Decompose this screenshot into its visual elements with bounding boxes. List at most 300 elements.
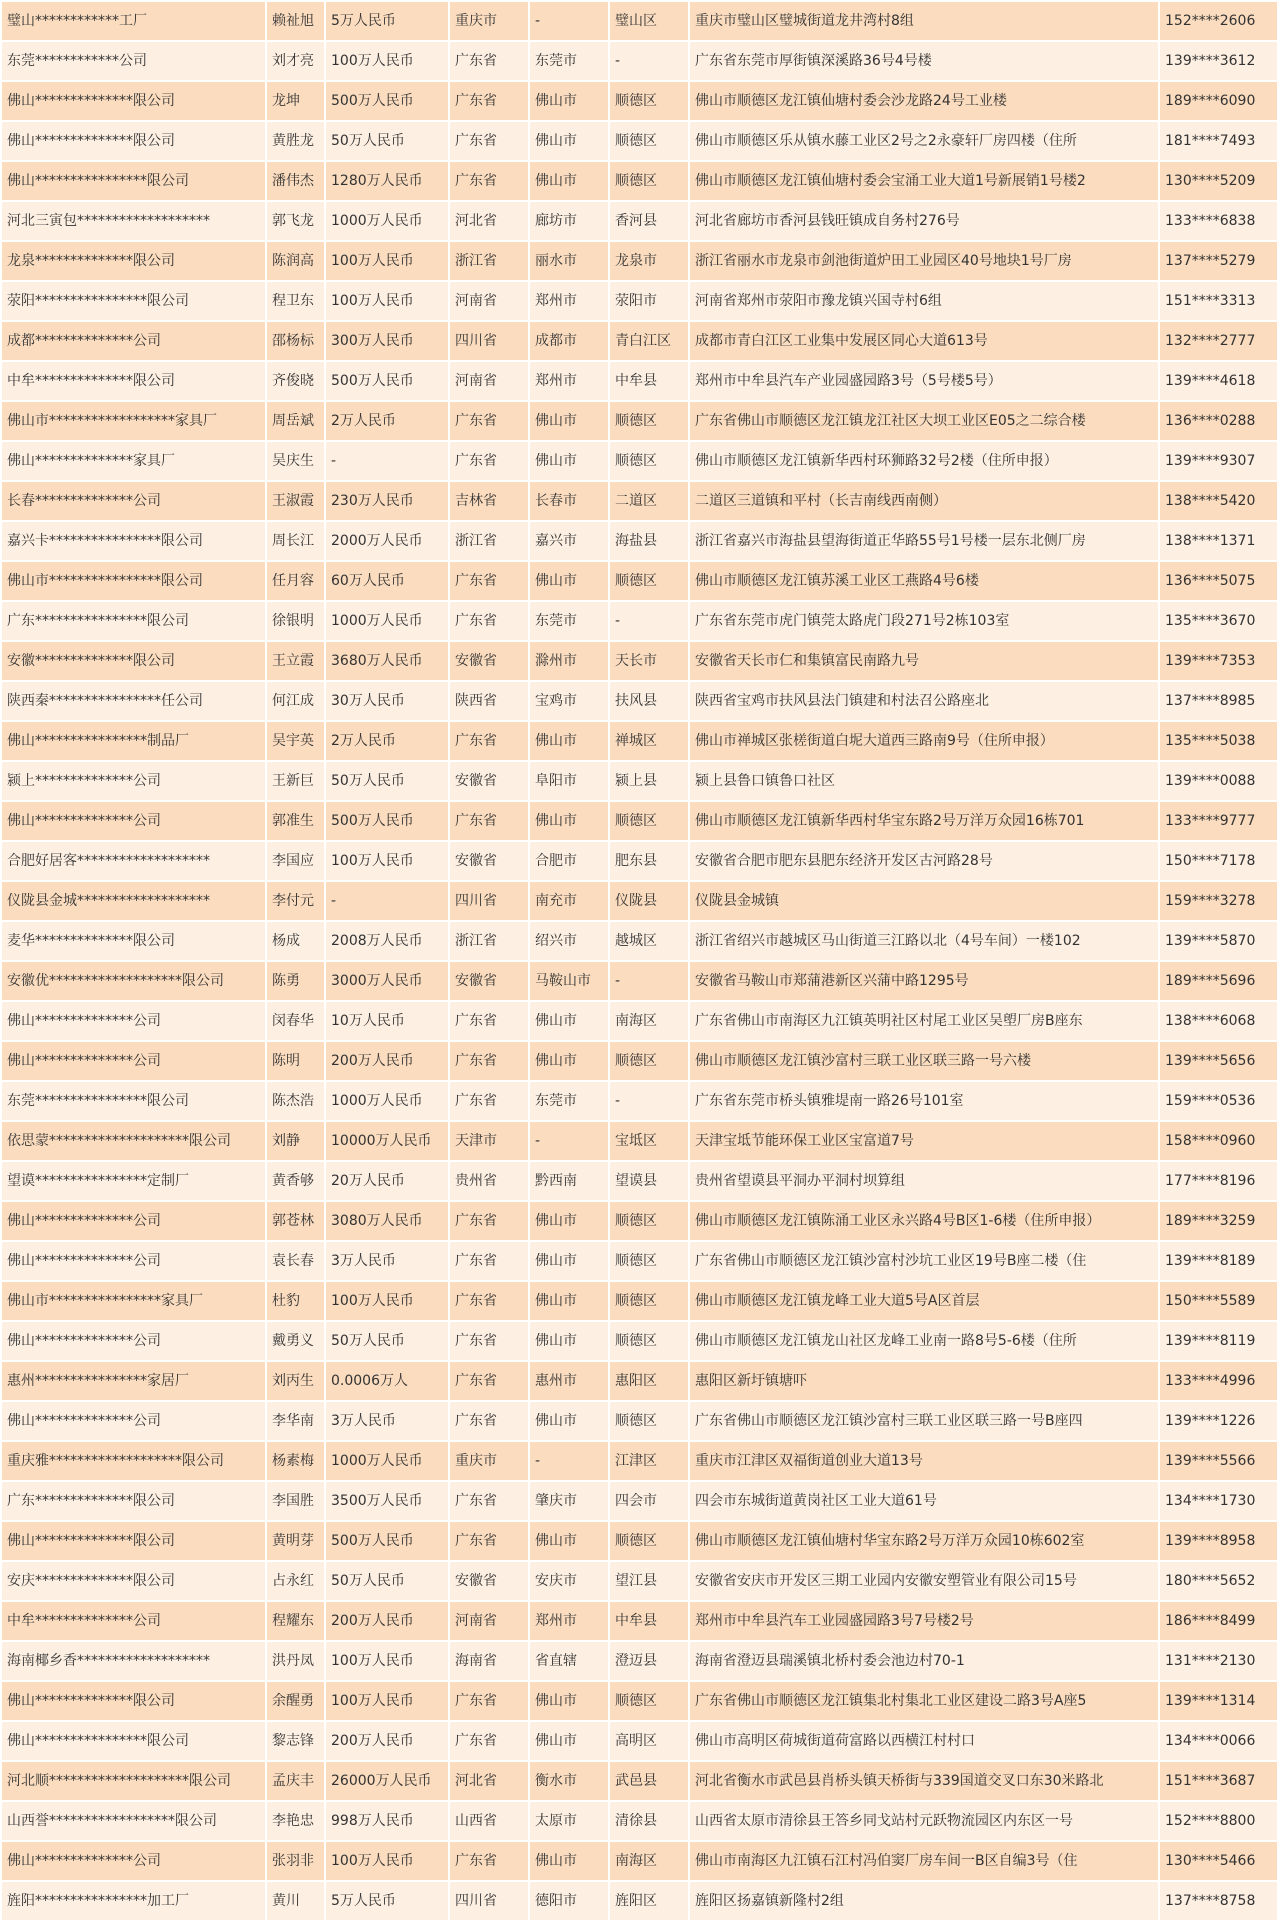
address-cell: 佛山市顺德区龙江镇新华西村华宝东路2号万洋万众园16栋701 xyxy=(689,801,1159,841)
phone-cell: 137****8758 xyxy=(1159,1881,1278,1921)
legal-rep-cell: 李国胜 xyxy=(266,1481,325,1521)
district-cell: 江津区 xyxy=(609,1441,689,1481)
city-cell: 佛山市 xyxy=(529,1321,609,1361)
province-cell: 四川省 xyxy=(449,881,529,921)
phone-cell: 181****7493 xyxy=(1159,121,1278,161)
phone-cell: 189****3259 xyxy=(1159,1201,1278,1241)
registered-capital-cell: 1000万人民币 xyxy=(325,1441,449,1481)
table-row xyxy=(2,1401,1278,1441)
province-cell: 广东省 xyxy=(449,121,529,161)
legal-rep-cell: 李国应 xyxy=(266,841,325,881)
address-cell: 浙江省嘉兴市海盐县望海街道正华路55号1号楼一层东北侧厂房 xyxy=(689,521,1159,561)
registered-capital-cell: 500万人民币 xyxy=(325,81,449,121)
company-name-cell: 安徽**************限公司 xyxy=(2,641,266,681)
province-cell: 广东省 xyxy=(449,601,529,641)
legal-rep-cell: 赖祉旭 xyxy=(266,2,325,41)
phone-cell: 139****8189 xyxy=(1159,1241,1278,1281)
address-cell: 河北省廊坊市香河县钱旺镇成自务村276号 xyxy=(689,201,1159,241)
registered-capital-cell: 50万人民币 xyxy=(325,761,449,801)
table-row xyxy=(2,481,1278,521)
legal-rep-cell: 李付元 xyxy=(266,881,325,921)
registered-capital-cell: 500万人民币 xyxy=(325,361,449,401)
table-row xyxy=(2,241,1278,281)
address-cell: 成都市青白江区工业集中发展区同心大道613号 xyxy=(689,321,1159,361)
table-row xyxy=(2,1281,1278,1321)
address-cell: 佛山市顺德区龙江镇仙塘村华宝东路2号万洋万众园10栋602室 xyxy=(689,1521,1159,1561)
address-cell: 广东省佛山市顺德区龙江镇沙富村三联工业区联三路一号B座四 xyxy=(689,1401,1159,1441)
city-cell: 佛山市 xyxy=(529,1281,609,1321)
phone-cell: 139****0088 xyxy=(1159,761,1278,801)
city-cell: 南充市 xyxy=(529,881,609,921)
address-cell: 郑州市中牟县汽车产业园盛园路3号（5号楼5号） xyxy=(689,361,1159,401)
phone-cell: 186****8499 xyxy=(1159,1601,1278,1641)
address-cell: 佛山市顺德区龙江镇龙峰工业大道5号A区首层 xyxy=(689,1281,1159,1321)
address-cell: 佛山市顺德区龙江镇陈涌工业区永兴路4号B区1-6楼（住所申报） xyxy=(689,1201,1159,1241)
address-cell: 惠阳区新圩镇塘吓 xyxy=(689,1361,1159,1401)
address-cell: 广东省佛山市顺德区龙江镇集北村集北工业区建设二路3号A座5 xyxy=(689,1681,1159,1721)
district-cell: 南海区 xyxy=(609,1001,689,1041)
phone-cell: 151****3313 xyxy=(1159,281,1278,321)
phone-cell: 139****5870 xyxy=(1159,921,1278,961)
table-row xyxy=(2,601,1278,641)
registered-capital-cell: 500万人民币 xyxy=(325,1521,449,1561)
table-row xyxy=(2,721,1278,761)
district-cell: 澄迈县 xyxy=(609,1641,689,1681)
phone-cell: 130****5209 xyxy=(1159,161,1278,201)
province-cell: 浙江省 xyxy=(449,921,529,961)
city-cell: 绍兴市 xyxy=(529,921,609,961)
phone-cell: 139****4618 xyxy=(1159,361,1278,401)
phone-cell: 136****0288 xyxy=(1159,401,1278,441)
legal-rep-cell: 闵春华 xyxy=(266,1001,325,1041)
province-cell: 广东省 xyxy=(449,1041,529,1081)
legal-rep-cell: 刘丙生 xyxy=(266,1361,325,1401)
registered-capital-cell: 1280万人民币 xyxy=(325,161,449,201)
table-row xyxy=(2,121,1278,161)
address-cell: 佛山市禅城区张槎街道白坭大道西三路南9号（住所申报） xyxy=(689,721,1159,761)
city-cell: 安庆市 xyxy=(529,1561,609,1601)
address-cell: 旌阳区扬嘉镇新隆村2组 xyxy=(689,1881,1159,1921)
district-cell: 肥东县 xyxy=(609,841,689,881)
company-name-cell: 佛山****************制品厂 xyxy=(2,721,266,761)
phone-cell: 133****6838 xyxy=(1159,201,1278,241)
registered-capital-cell: 100万人民币 xyxy=(325,1281,449,1321)
city-cell: 衡水市 xyxy=(529,1761,609,1801)
address-cell: 广东省东莞市厚街镇深溪路36号4号楼 xyxy=(689,41,1159,81)
phone-cell: 131****2130 xyxy=(1159,1641,1278,1681)
province-cell: 广东省 xyxy=(449,401,529,441)
company-name-cell: 佛山市******************家具厂 xyxy=(2,401,266,441)
city-cell: 佛山市 xyxy=(529,121,609,161)
legal-rep-cell: 洪丹凤 xyxy=(266,1641,325,1681)
district-cell: 禅城区 xyxy=(609,721,689,761)
legal-rep-cell: 郭飞龙 xyxy=(266,201,325,241)
registered-capital-cell: 200万人民币 xyxy=(325,1041,449,1081)
phone-cell: 159****3278 xyxy=(1159,881,1278,921)
district-cell: 仪陇县 xyxy=(609,881,689,921)
province-cell: 广东省 xyxy=(449,801,529,841)
table-row xyxy=(2,1641,1278,1681)
phone-cell: 130****5466 xyxy=(1159,1841,1278,1881)
legal-rep-cell: 孟庆丰 xyxy=(266,1761,325,1801)
table-row xyxy=(2,1481,1278,1521)
company-name-cell: 龙泉**************限公司 xyxy=(2,241,266,281)
company-name-cell: 佛山**************公司 xyxy=(2,801,266,841)
phone-cell: 138****6068 xyxy=(1159,1001,1278,1041)
phone-cell: 139****1226 xyxy=(1159,1401,1278,1441)
phone-cell: 150****7178 xyxy=(1159,841,1278,881)
province-cell: 广东省 xyxy=(449,1241,529,1281)
table-row xyxy=(2,1161,1278,1201)
district-cell: 中牟县 xyxy=(609,361,689,401)
table-row xyxy=(2,321,1278,361)
province-cell: 重庆市 xyxy=(449,1441,529,1481)
registered-capital-cell: 100万人民币 xyxy=(325,1841,449,1881)
registered-capital-cell: 2008万人民币 xyxy=(325,921,449,961)
legal-rep-cell: 袁长春 xyxy=(266,1241,325,1281)
province-cell: 广东省 xyxy=(449,441,529,481)
province-cell: 四川省 xyxy=(449,1881,529,1921)
registered-capital-cell: 26000万人民币 xyxy=(325,1761,449,1801)
phone-cell: 177****8196 xyxy=(1159,1161,1278,1201)
table-row xyxy=(2,1521,1278,1561)
legal-rep-cell: 陈勇 xyxy=(266,961,325,1001)
province-cell: 浙江省 xyxy=(449,241,529,281)
province-cell: 广东省 xyxy=(449,41,529,81)
table-row xyxy=(2,1201,1278,1241)
province-cell: 广东省 xyxy=(449,1001,529,1041)
company-name-cell: 合肥好居客******************* xyxy=(2,841,266,881)
registered-capital-cell: 200万人民币 xyxy=(325,1721,449,1761)
city-cell: 太原市 xyxy=(529,1801,609,1841)
table-row xyxy=(2,1761,1278,1801)
phone-cell: 139****1314 xyxy=(1159,1681,1278,1721)
legal-rep-cell: 陈明 xyxy=(266,1041,325,1081)
table-row xyxy=(2,681,1278,721)
district-cell: 望谟县 xyxy=(609,1161,689,1201)
table-row xyxy=(2,361,1278,401)
legal-rep-cell: 杨素梅 xyxy=(266,1441,325,1481)
legal-rep-cell: 齐俊晓 xyxy=(266,361,325,401)
company-name-cell: 陕西秦****************任公司 xyxy=(2,681,266,721)
company-name-cell: 依思蒙********************限公司 xyxy=(2,1121,266,1161)
registered-capital-cell: 30万人民币 xyxy=(325,681,449,721)
company-name-cell: 荥阳****************限公司 xyxy=(2,281,266,321)
registered-capital-cell: 5万人民币 xyxy=(325,1881,449,1921)
table-row xyxy=(2,441,1278,481)
legal-rep-cell: 王新巨 xyxy=(266,761,325,801)
province-cell: 广东省 xyxy=(449,161,529,201)
registered-capital-cell: 100万人民币 xyxy=(325,1681,449,1721)
address-cell: 广东省东莞市桥头镇雅堤南一路26号101室 xyxy=(689,1081,1159,1121)
company-name-cell: 佛山市****************家具厂 xyxy=(2,1281,266,1321)
city-cell: 佛山市 xyxy=(529,1201,609,1241)
company-name-cell: 佛山**************公司 xyxy=(2,1841,266,1881)
table-row xyxy=(2,521,1278,561)
registered-capital-cell: 50万人民币 xyxy=(325,121,449,161)
table-row xyxy=(2,1841,1278,1881)
phone-cell: 189****5696 xyxy=(1159,961,1278,1001)
district-cell: 武邑县 xyxy=(609,1761,689,1801)
province-cell: 广东省 xyxy=(449,1401,529,1441)
address-cell: 佛山市顺德区龙江镇仙塘村委会宝涌工业大道1号新展销1号楼2 xyxy=(689,161,1159,201)
table-row xyxy=(2,1801,1278,1841)
table-row xyxy=(2,1241,1278,1281)
city-cell: 佛山市 xyxy=(529,1001,609,1041)
company-name-cell: 旌阳****************加工厂 xyxy=(2,1881,266,1921)
address-cell: 安徽省天长市仁和集镇富民南路九号 xyxy=(689,641,1159,681)
city-cell: 佛山市 xyxy=(529,441,609,481)
district-cell: 颍上县 xyxy=(609,761,689,801)
registered-capital-cell: 200万人民币 xyxy=(325,1601,449,1641)
phone-cell: 138****1371 xyxy=(1159,521,1278,561)
table-row xyxy=(2,881,1278,921)
district-cell: 顺德区 xyxy=(609,401,689,441)
phone-cell: 137****8985 xyxy=(1159,681,1278,721)
phone-cell: 139****5566 xyxy=(1159,1441,1278,1481)
registered-capital-cell: 100万人民币 xyxy=(325,241,449,281)
district-cell: 顺德区 xyxy=(609,1041,689,1081)
company-name-cell: 佛山**************限公司 xyxy=(2,81,266,121)
company-name-cell: 佛山**************公司 xyxy=(2,1041,266,1081)
company-name-cell: 佛山**************限公司 xyxy=(2,121,266,161)
district-cell: 顺德区 xyxy=(609,801,689,841)
address-cell: 安徽省马鞍山市郑蒲港新区兴蒲中路1295号 xyxy=(689,961,1159,1001)
company-name-cell: 望谟****************定制厂 xyxy=(2,1161,266,1201)
table-row xyxy=(2,41,1278,81)
legal-rep-cell: 何江成 xyxy=(266,681,325,721)
company-name-cell: 中牟**************公司 xyxy=(2,1601,266,1641)
phone-cell: 134****1730 xyxy=(1159,1481,1278,1521)
district-cell: 越城区 xyxy=(609,921,689,961)
district-cell: 顺德区 xyxy=(609,1201,689,1241)
table-row xyxy=(2,1881,1278,1921)
legal-rep-cell: 陈杰浩 xyxy=(266,1081,325,1121)
city-cell: 德阳市 xyxy=(529,1881,609,1921)
city-cell: - xyxy=(529,1441,609,1481)
district-cell: 璧山区 xyxy=(609,2,689,41)
registered-capital-cell: 3680万人民币 xyxy=(325,641,449,681)
city-cell: 廊坊市 xyxy=(529,201,609,241)
registered-capital-cell: 3万人民币 xyxy=(325,1401,449,1441)
registered-capital-cell: 3万人民币 xyxy=(325,1241,449,1281)
province-cell: 广东省 xyxy=(449,1841,529,1881)
city-cell: 合肥市 xyxy=(529,841,609,881)
company-name-cell: 佛山**************限公司 xyxy=(2,1681,266,1721)
table-row xyxy=(2,161,1278,201)
table-row xyxy=(2,2,1278,41)
address-cell: 陕西省宝鸡市扶风县法门镇建和村法召公路座北 xyxy=(689,681,1159,721)
registered-capital-cell: 100万人民币 xyxy=(325,1641,449,1681)
company-name-cell: 成都**************公司 xyxy=(2,321,266,361)
district-cell: 顺德区 xyxy=(609,1401,689,1441)
address-cell: 安徽省安庆市开发区三期工业园内安徽安塑管业有限公司15号 xyxy=(689,1561,1159,1601)
company-table xyxy=(2,2,1279,1922)
phone-cell: 139****7353 xyxy=(1159,641,1278,681)
province-cell: 河南省 xyxy=(449,1601,529,1641)
legal-rep-cell: 刘才亮 xyxy=(266,41,325,81)
district-cell: 扶风县 xyxy=(609,681,689,721)
table-row xyxy=(2,561,1278,601)
district-cell: - xyxy=(609,601,689,641)
legal-rep-cell: 程耀东 xyxy=(266,1601,325,1641)
province-cell: 安徽省 xyxy=(449,841,529,881)
table-row xyxy=(2,1361,1278,1401)
district-cell: 顺德区 xyxy=(609,1241,689,1281)
table-row xyxy=(2,1041,1278,1081)
address-cell: 山西省太原市清徐县王答乡同戈站村元跃物流园区内东区一号 xyxy=(689,1801,1159,1841)
city-cell: 郑州市 xyxy=(529,1601,609,1641)
phone-cell: 139****3612 xyxy=(1159,41,1278,81)
district-cell: 望江县 xyxy=(609,1561,689,1601)
legal-rep-cell: 邵杨标 xyxy=(266,321,325,361)
address-cell: 佛山市顺德区龙江镇苏溪工业区工燕路4号6楼 xyxy=(689,561,1159,601)
address-cell: 广东省佛山市南海区九江镇英明社区村尾工业区吴塱厂房B座东 xyxy=(689,1001,1159,1041)
legal-rep-cell: 杨成 xyxy=(266,921,325,961)
city-cell: 东莞市 xyxy=(529,41,609,81)
table-row xyxy=(2,1601,1278,1641)
company-name-cell: 璧山************工厂 xyxy=(2,2,266,41)
registered-capital-cell: 5万人民币 xyxy=(325,2,449,41)
address-cell: 佛山市顺德区龙江镇龙山社区龙峰工业南一路8号5-6楼（住所 xyxy=(689,1321,1159,1361)
city-cell: 滁州市 xyxy=(529,641,609,681)
table-row xyxy=(2,1081,1278,1121)
legal-rep-cell: 戴勇义 xyxy=(266,1321,325,1361)
district-cell: 顺德区 xyxy=(609,1681,689,1721)
company-name-cell: 广东****************限公司 xyxy=(2,601,266,641)
city-cell: 佛山市 xyxy=(529,81,609,121)
district-cell: 宝坻区 xyxy=(609,1121,689,1161)
company-name-cell: 麦华**************限公司 xyxy=(2,921,266,961)
province-cell: 河南省 xyxy=(449,281,529,321)
company-name-cell: 佛山**************公司 xyxy=(2,1241,266,1281)
table-row xyxy=(2,81,1278,121)
district-cell: - xyxy=(609,41,689,81)
legal-rep-cell: 任月容 xyxy=(266,561,325,601)
address-cell: 仪陇县金城镇 xyxy=(689,881,1159,921)
city-cell: 成都市 xyxy=(529,321,609,361)
district-cell: 顺德区 xyxy=(609,121,689,161)
registered-capital-cell: 10000万人民币 xyxy=(325,1121,449,1161)
registered-capital-cell: 3500万人民币 xyxy=(325,1481,449,1521)
province-cell: 广东省 xyxy=(449,721,529,761)
phone-cell: 132****2777 xyxy=(1159,321,1278,361)
address-cell: 四会市东城街道黄岗社区工业大道61号 xyxy=(689,1481,1159,1521)
table-row xyxy=(2,401,1278,441)
province-cell: 广东省 xyxy=(449,561,529,601)
province-cell: 陕西省 xyxy=(449,681,529,721)
district-cell: 二道区 xyxy=(609,481,689,521)
table-row xyxy=(2,201,1278,241)
phone-cell: 135****5038 xyxy=(1159,721,1278,761)
registered-capital-cell: 2000万人民币 xyxy=(325,521,449,561)
legal-rep-cell: 黄川 xyxy=(266,1881,325,1921)
phone-cell: 134****0066 xyxy=(1159,1721,1278,1761)
district-cell: - xyxy=(609,961,689,1001)
district-cell: 海盐县 xyxy=(609,521,689,561)
phone-cell: 159****0536 xyxy=(1159,1081,1278,1121)
phone-cell: 158****0960 xyxy=(1159,1121,1278,1161)
legal-rep-cell: 吴宇英 xyxy=(266,721,325,761)
district-cell: 顺德区 xyxy=(609,1281,689,1321)
city-cell: 佛山市 xyxy=(529,1241,609,1281)
phone-cell: 151****3687 xyxy=(1159,1761,1278,1801)
legal-rep-cell: 李华南 xyxy=(266,1401,325,1441)
company-name-cell: 仪陇县金城******************* xyxy=(2,881,266,921)
phone-cell: 152****8800 xyxy=(1159,1801,1278,1841)
province-cell: 广东省 xyxy=(449,1081,529,1121)
province-cell: 吉林省 xyxy=(449,481,529,521)
company-name-cell: 佛山**************公司 xyxy=(2,1321,266,1361)
city-cell: 佛山市 xyxy=(529,401,609,441)
address-cell: 广东省佛山市顺德区龙江镇龙江社区大坝工业区E05之二综合楼 xyxy=(689,401,1159,441)
address-cell: 佛山市顺德区龙江镇仙塘村委会沙龙路24号工业楼 xyxy=(689,81,1159,121)
district-cell: 顺德区 xyxy=(609,1321,689,1361)
company-name-cell: 佛山**************公司 xyxy=(2,1001,266,1041)
city-cell: 省直辖 xyxy=(529,1641,609,1681)
company-name-cell: 佛山****************限公司 xyxy=(2,161,266,201)
district-cell: 顺德区 xyxy=(609,161,689,201)
province-cell: 河北省 xyxy=(449,201,529,241)
table-row xyxy=(2,1561,1278,1601)
legal-rep-cell: 龙坤 xyxy=(266,81,325,121)
legal-rep-cell: 吴庆生 xyxy=(266,441,325,481)
legal-rep-cell: 徐银明 xyxy=(266,601,325,641)
legal-rep-cell: 郭苍林 xyxy=(266,1201,325,1241)
province-cell: 广东省 xyxy=(449,1721,529,1761)
registered-capital-cell: - xyxy=(325,881,449,921)
address-cell: 郑州市中牟县汽车工业园盛园路3号7号楼2号 xyxy=(689,1601,1159,1641)
registered-capital-cell: 0.0006万人 xyxy=(325,1361,449,1401)
registered-capital-cell: 230万人民币 xyxy=(325,481,449,521)
province-cell: 河南省 xyxy=(449,361,529,401)
legal-rep-cell: 黄胜龙 xyxy=(266,121,325,161)
province-cell: 浙江省 xyxy=(449,521,529,561)
legal-rep-cell: 程卫东 xyxy=(266,281,325,321)
phone-cell: 138****5420 xyxy=(1159,481,1278,521)
phone-cell: 133****9777 xyxy=(1159,801,1278,841)
city-cell: 佛山市 xyxy=(529,1521,609,1561)
registered-capital-cell: 1000万人民币 xyxy=(325,201,449,241)
registered-capital-cell: 60万人民币 xyxy=(325,561,449,601)
company-name-cell: 河北三寅包******************* xyxy=(2,201,266,241)
address-cell: 浙江省丽水市龙泉市剑池街道炉田工业园区40号地块1号厂房 xyxy=(689,241,1159,281)
province-cell: 广东省 xyxy=(449,1681,529,1721)
legal-rep-cell: 黎志锋 xyxy=(266,1721,325,1761)
company-name-cell: 海南椰乡香******************* xyxy=(2,1641,266,1681)
legal-rep-cell: 周岳斌 xyxy=(266,401,325,441)
district-cell: 清徐县 xyxy=(609,1801,689,1841)
city-cell: 阜阳市 xyxy=(529,761,609,801)
district-cell: 高明区 xyxy=(609,1721,689,1761)
company-name-cell: 颍上**************公司 xyxy=(2,761,266,801)
address-cell: 佛山市顺德区龙江镇沙富村三联工业区联三路一号六楼 xyxy=(689,1041,1159,1081)
province-cell: 广东省 xyxy=(449,1321,529,1361)
company-name-cell: 东莞****************限公司 xyxy=(2,1081,266,1121)
legal-rep-cell: 占永红 xyxy=(266,1561,325,1601)
district-cell: 香河县 xyxy=(609,201,689,241)
company-name-cell: 佛山**************公司 xyxy=(2,1201,266,1241)
legal-rep-cell: 余醒勇 xyxy=(266,1681,325,1721)
registered-capital-cell: 1000万人民币 xyxy=(325,1081,449,1121)
district-cell: 顺德区 xyxy=(609,561,689,601)
company-name-cell: 安徽优*******************限公司 xyxy=(2,961,266,1001)
province-cell: 安徽省 xyxy=(449,641,529,681)
district-cell: 荥阳市 xyxy=(609,281,689,321)
table-row xyxy=(2,1681,1278,1721)
district-cell: 顺德区 xyxy=(609,1521,689,1561)
company-name-cell: 长春**************公司 xyxy=(2,481,266,521)
